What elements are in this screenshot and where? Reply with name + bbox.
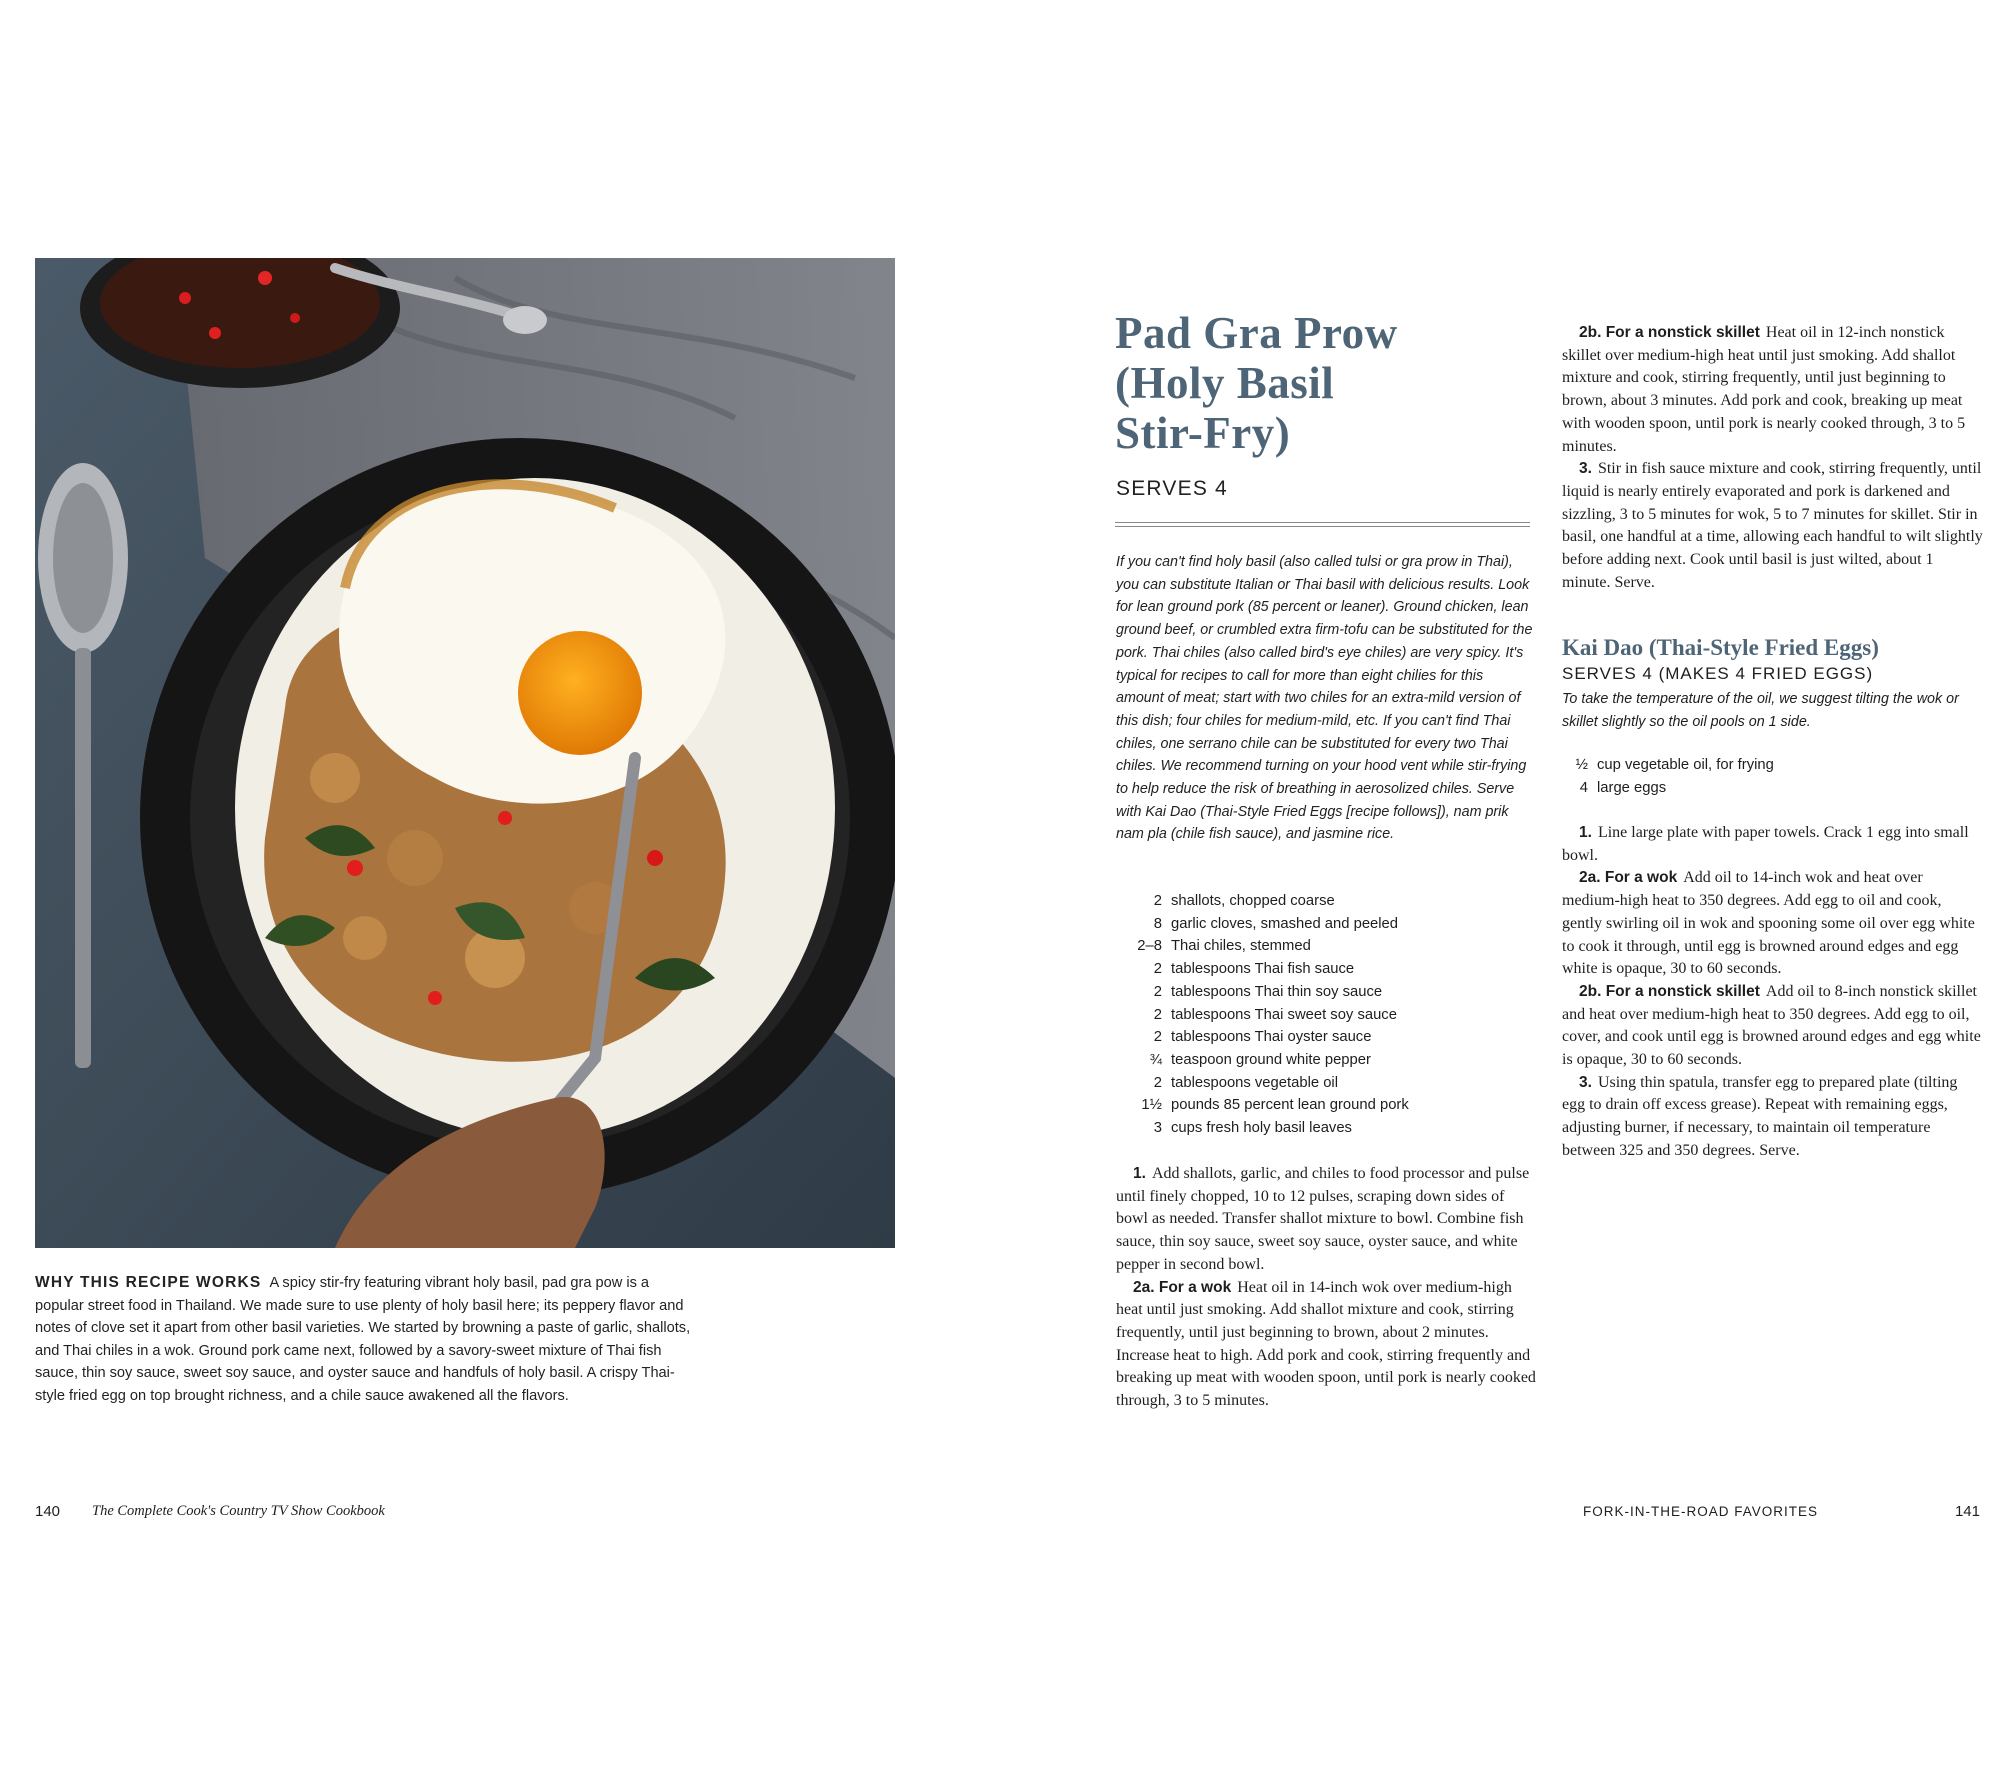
ingredient-item: tablespoons Thai oyster sauce (1171, 1029, 1372, 1046)
sub-step-1 (1562, 822, 1984, 867)
ingredient-qty: 2 (1153, 893, 1162, 909)
ingredient-row (1116, 913, 1536, 936)
ingredient-item: Thai chiles, stemmed (1171, 938, 1311, 955)
ingredient-item: shallots, chopped coarse (1171, 893, 1335, 909)
ingredient-qty: 8 (1153, 915, 1162, 932)
why-lead: WHY THIS RECIPE WORKS (35, 1274, 262, 1291)
ingredient-list (1116, 890, 1536, 1140)
sub-step-2b (1562, 981, 1984, 1072)
ingredient-qty: 2 (1153, 1029, 1162, 1046)
step-label: 3. (1579, 1073, 1592, 1091)
step-label: 1. (1133, 1165, 1146, 1182)
ingredient-item: tablespoons Thai thin soy sauce (1171, 983, 1383, 1000)
sub-method (1562, 822, 1984, 1163)
section-name: FORK-IN-THE-ROAD FAVORITES (1582, 1504, 1818, 1519)
step-text: Heat oil in 12-inch nonstick skillet over medium-high heat until just smoking. Add shallot mixture and cook, stirring frequently, until just beginning to brown, about 3 minutes. Add pork and cook, breaking up meat with wooden spoon, until pork is nearly cooked through, 3 to 5 minutes. (1562, 324, 1966, 455)
title-line: Stir-Fry) (1115, 408, 1291, 458)
ingredient-qty: 2 (1153, 1006, 1162, 1023)
step-label: 2a. For a wok (1579, 869, 1678, 887)
ingredient-qty: ½ (1575, 757, 1588, 773)
ingredient-row (1562, 754, 1982, 777)
ingredient-qty: 2 (1153, 961, 1162, 978)
ingredient-row (1562, 777, 1982, 800)
step-label: 3. (1579, 460, 1592, 478)
step-label: 2a. For a wok (1133, 1278, 1232, 1296)
pad-gra-prow-photo-illustration (35, 258, 895, 1248)
ingredient-row (1116, 1049, 1536, 1072)
ingredient-qty: 2–8 (1137, 938, 1162, 955)
ingredient-row (1116, 981, 1536, 1004)
serves: SERVES 4 (1116, 477, 1228, 500)
title-line: Pad Gra Prow (1115, 308, 1398, 358)
ingredient-row (1116, 958, 1536, 981)
ingredient-qty: 2 (1153, 1074, 1162, 1091)
recipe-photo (35, 258, 895, 1248)
ingredient-qty: 2 (1153, 983, 1162, 1000)
ingredient-item: garlic cloves, smashed and peeled (1171, 915, 1399, 932)
method-column-1 (1116, 1163, 1536, 1413)
sub-recipe-title: Kai Dao (Thai-Style Fried Eggs) (1562, 635, 1879, 660)
ingredient-item: tablespoons Thai sweet soy sauce (1171, 1006, 1397, 1023)
ingredient-row (1116, 1117, 1536, 1140)
ingredient-row (1116, 890, 1536, 913)
step-2b (1562, 322, 1984, 458)
step-label: 2b. For a nonstick skillet (1579, 982, 1760, 1000)
ingredient-qty: 3 (1153, 1120, 1162, 1137)
sub-recipe-serves: SERVES 4 (MAKES 4 FRIED EGGS) (1562, 664, 1874, 683)
step-2a (1116, 1277, 1536, 1413)
why-this-recipe-works (35, 1272, 695, 1407)
step-text: Add oil to 8-inch nonstick skillet and heat over medium-high heat to 350 degrees. Add egg to oil, cover, and cook until egg is browned around edges and egg white is opaque, 30 to 60 seconds. (1562, 982, 1981, 1069)
title-divider (1115, 522, 1530, 527)
why-text: A spicy stir-fry featuring vibrant holy basil, pad gra pow is a popular street food in Thailand. We made sure to use plenty of holy basil here; its peppery flavor and notes of clove set it apart from other basil varieties. We started by browning a paste of garlic, shallots, and Thai chiles in a wok. Ground pork came next, followed by a savory-sweet mixture of Thai fish sauce, thin soy sauce, sweet soy sauce, and oyster sauce and handfuls of holy basil. A crispy Thai-style fried egg on top brought richness, and a chile sauce awakened all the flavors. (35, 1275, 691, 1404)
ingredient-item: teaspoon ground white pepper (1171, 1051, 1371, 1068)
ingredient-item: tablespoons vegetable oil (1171, 1074, 1338, 1091)
step-label: 2b. For a nonstick skillet (1579, 324, 1760, 341)
step-text: Using thin spatula, transfer egg to prepared plate (tilting egg to drain off excess grease). Repeat with remaining eggs, adjusting burner, if necessary, to maintain oil temperature between 325 and 350 degrees. Serve. (1562, 1073, 1958, 1159)
ingredient-item: tablespoons Thai fish sauce (1171, 961, 1355, 978)
ingredient-row (1116, 1004, 1536, 1027)
recipe-title (1115, 308, 1535, 458)
ingredient-qty: 4 (1579, 779, 1588, 796)
ingredient-qty: 1½ (1141, 1097, 1162, 1114)
ingredient-item: large eggs (1597, 779, 1667, 796)
sub-recipe-intro: To take the temperature of the oil, we suggest tilting the wok or skillet slightly so the oil pools on 1 side. (1562, 691, 1959, 730)
page-number-left: 140 (35, 1503, 61, 1520)
recipe-intro: If you can't find holy basil (also called tulsi or gra prow in Thai), you can substitute Italian or Thai basil with delicious results. Look for lean ground pork (85 percent or leaner). Ground chicken, lean ground beef, or crumbled extra firm-tofu can be substituted for the pork. Thai chiles (also called bird's eye chiles) are very spicy. It's typical for recipes to call for more than eight chilies for this amount of meat; start with two chiles for an extra-mild version of this dish; four chiles for medium-mild, etc. If you can't find Thai chiles, one serrano chile can be substituted for every two Thai chiles. We recommend turning on your hood vent while stir-frying to help reduce the risk of breathing in aerosolized chiles. Serve with Kai Dao (Thai-Style Fried Eggs [recipe follows]), nam prik nam pla (chile fish sauce), and jasmine rice. (1116, 554, 1533, 843)
method-column-2 (1562, 322, 1984, 594)
sub-step-2a (1562, 867, 1984, 981)
sub-ingredient-list (1562, 754, 1982, 799)
step-text: Add oil to 14-inch wok and heat over medium-high heat to 350 degrees. Add egg to oil and cook, gently swirling oil in wok and spooning some oil over egg white to cook it through, until egg is browned around edges and egg white is opaque, 30 to 60 seconds. (1562, 869, 1975, 978)
step-text: Line large plate with paper towels. Crack 1 egg into small bowl. (1562, 824, 1969, 864)
ingredient-item: pounds 85 percent lean ground pork (1171, 1097, 1409, 1114)
step-label: 1. (1579, 824, 1592, 841)
step-3 (1562, 458, 1984, 594)
ingredient-row (1116, 935, 1536, 958)
ingredient-item: cups fresh holy basil leaves (1171, 1120, 1352, 1137)
step-text: Heat oil in 14-inch wok over medium-high heat until just smoking. Add shallot mixture and cook, stirring frequently, until just beginning to brown, about 2 minutes. Increase heat to high. Add pork and cook, stirring frequently and breaking up meat with wooden spoon, until pork is nearly cooked through, 3 to 5 minutes. (1116, 1278, 1536, 1410)
book-title: The Complete Cook's Country TV Show Cookbook (92, 1503, 385, 1519)
ingredient-row (1116, 1094, 1536, 1117)
page-number-right: 141 (1954, 1503, 1980, 1520)
ingredient-row (1116, 1026, 1536, 1049)
step-text: Add shallots, garlic, and chiles to food processor and pulse until finely chopped, 10 to 12 pulses, scraping down sides of bowl as needed. Transfer shallot mixture to bowl. Combine fish sauce, thin soy sauce, sweet soy sauce, oyster sauce, and white pepper in second bowl. (1116, 1165, 1530, 1273)
step-1 (1116, 1163, 1536, 1277)
ingredient-item: cup vegetable oil, for frying (1597, 757, 1774, 773)
step-text: Stir in fish sauce mixture and cook, stirring frequently, until liquid is nearly entirely evaporated and pork is darkened and sizzling, 3 to 5 minutes for wok, 5 to 7 minutes for skillet. Stir in basil, one handful at a time, allowing each handful to wilt slightly before adding next. Cook until basil is just wilted, about 1 minute. Serve. (1562, 460, 1983, 591)
ingredient-qty: ¾ (1149, 1051, 1162, 1068)
title-line: (Holy Basil (1115, 358, 1335, 408)
sub-step-3 (1562, 1072, 1984, 1163)
ingredient-row (1116, 1072, 1536, 1095)
